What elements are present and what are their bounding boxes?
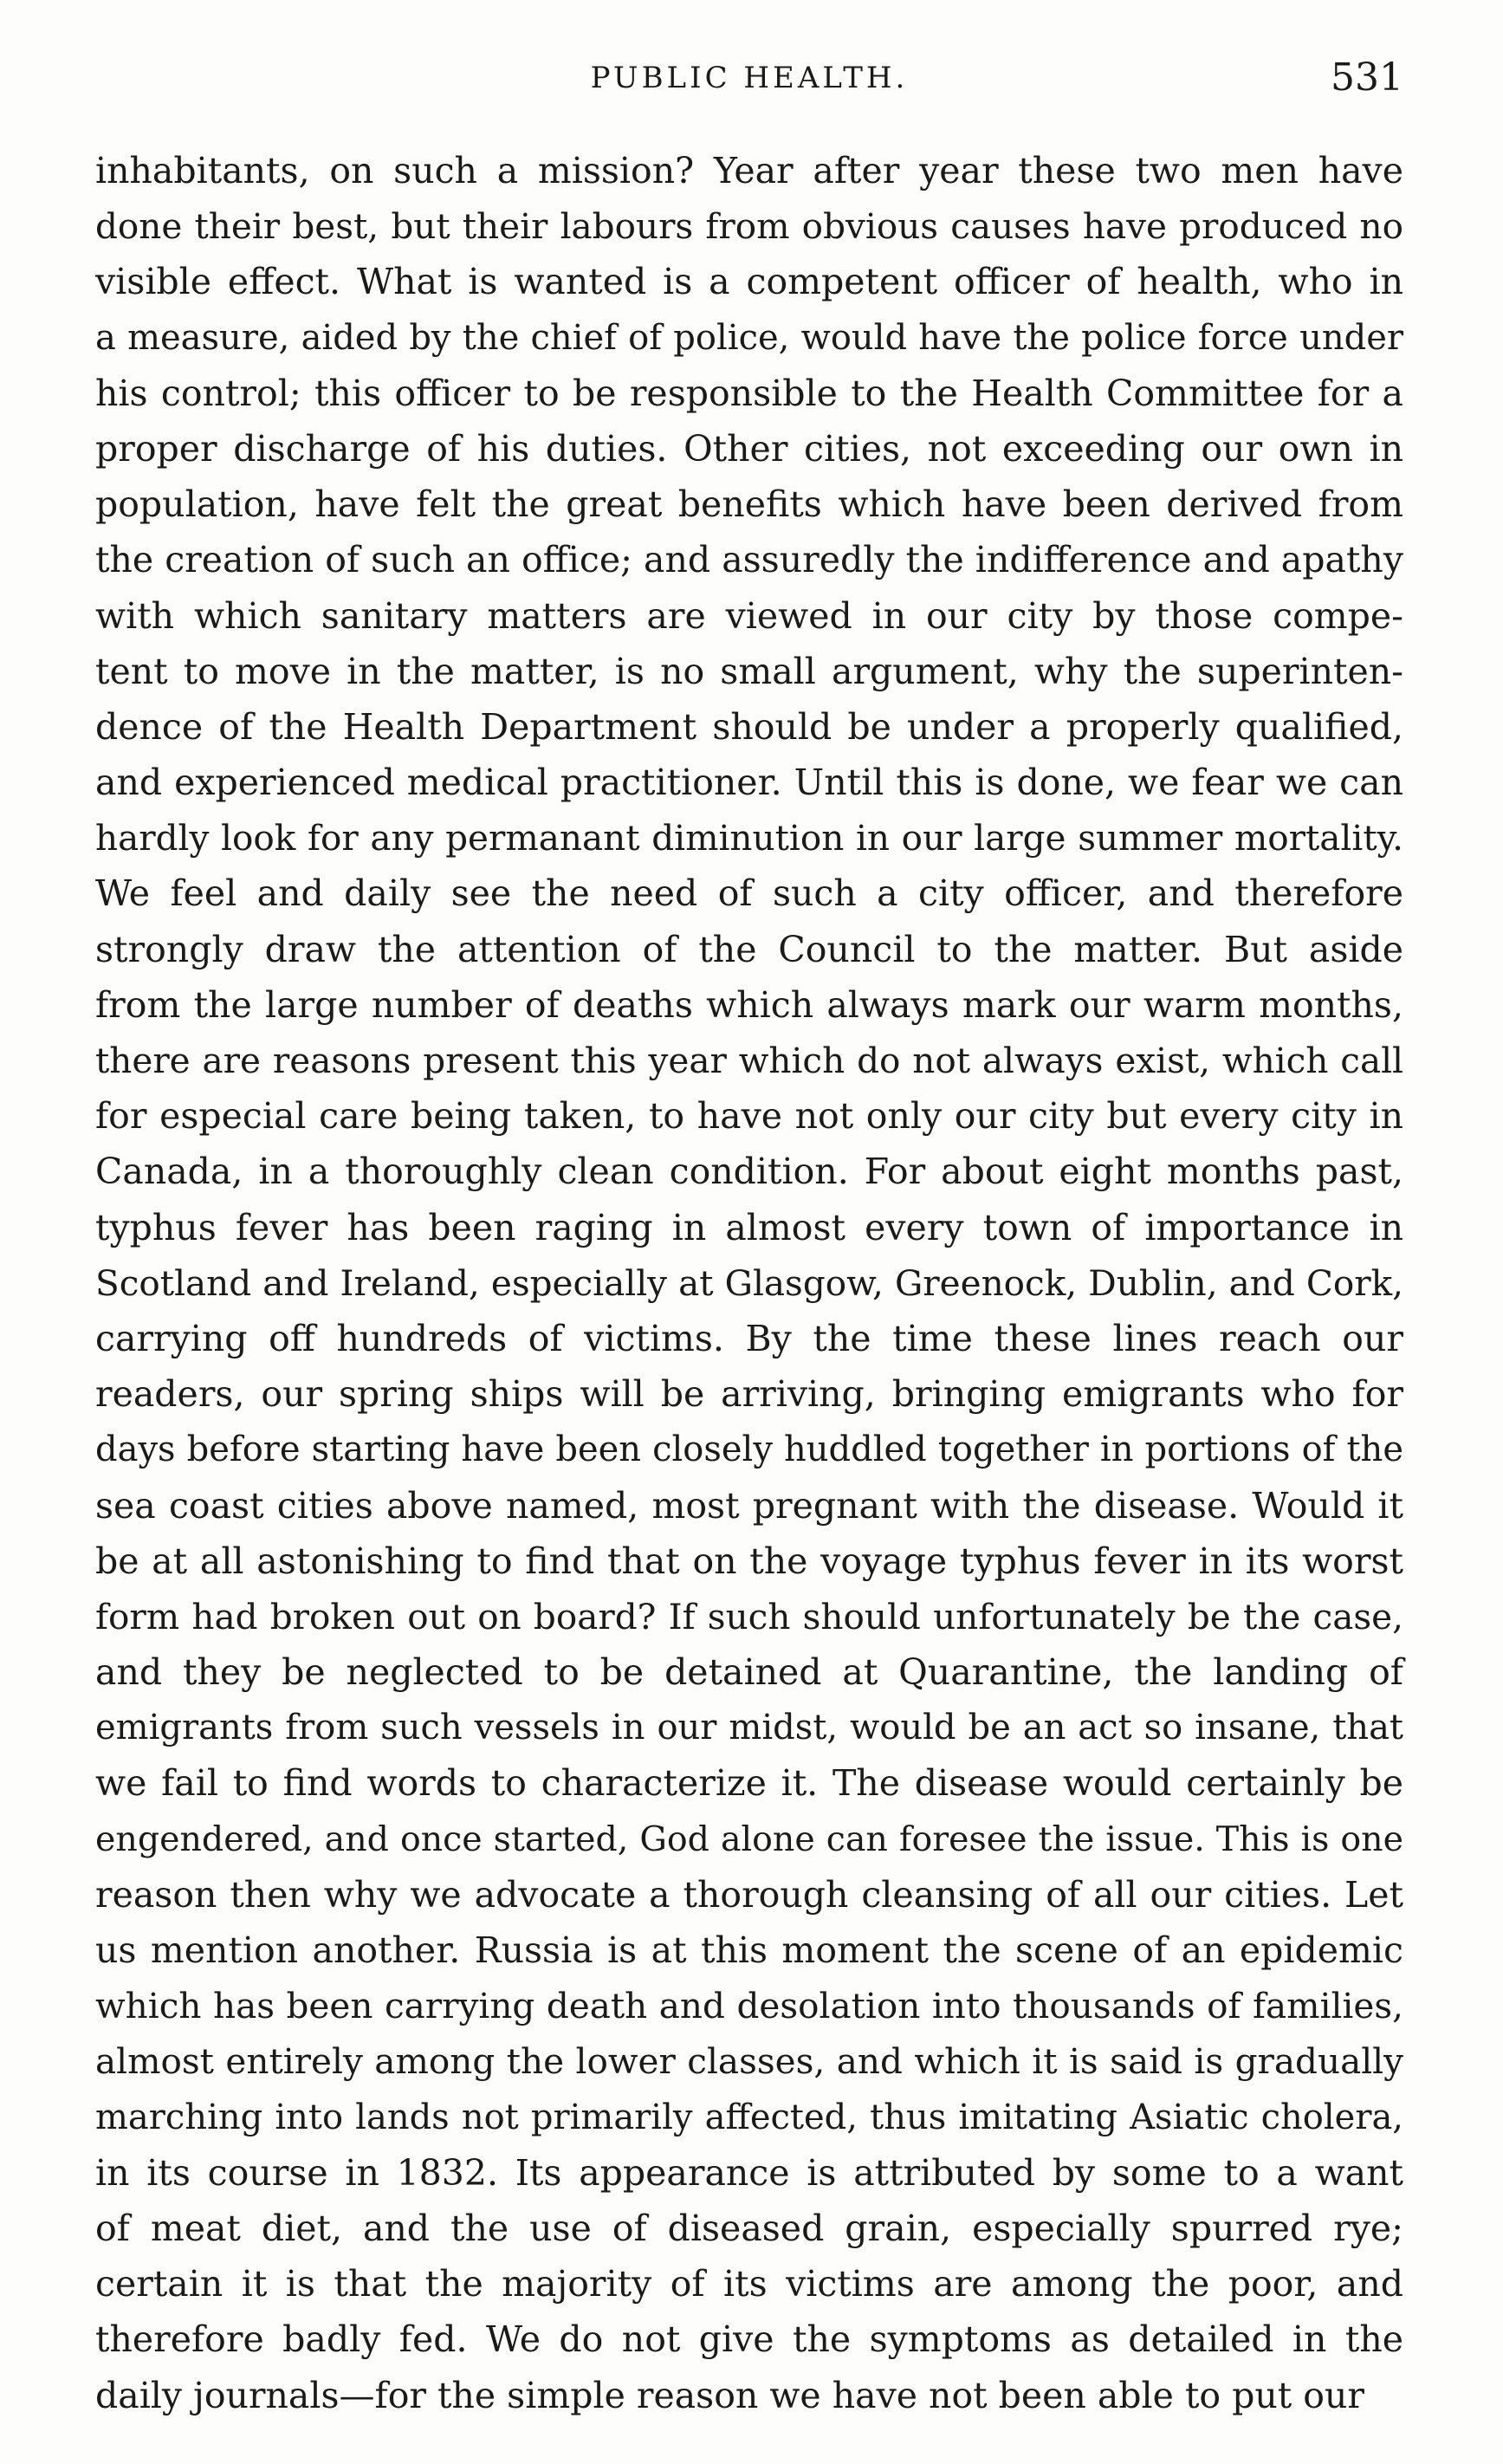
text-line: population, have felt the great benefits which have been derived from bbox=[95, 483, 1403, 526]
text-line: sea coast cities above named, most pregnant with the disease. Would it bbox=[95, 1484, 1403, 1527]
page-number: 531 bbox=[1331, 55, 1403, 100]
text-line: form had broken out on board? If such should unfortunately be the case, bbox=[95, 1595, 1403, 1637]
text-line: hardly look for any permanant diminution in our large summer mortality. bbox=[95, 817, 1403, 859]
text-line: readers, our spring ships will be arriving, bringing emigrants who for bbox=[95, 1373, 1403, 1416]
text-line: with which sanitary matters are viewed in our city by those compe- bbox=[95, 594, 1403, 637]
text-line: Scotland and Ireland, especially at Glasgow, Greenock, Dublin, and Cork, bbox=[95, 1261, 1403, 1304]
text-line: visible effect. What is wanted is a competent officer of health, who in bbox=[95, 261, 1403, 303]
text-line: the creation of such an office; and assuredly the indifference and apathy bbox=[95, 539, 1403, 581]
text-line: daily journals—for the simple reason we have not been able to put our bbox=[95, 2374, 1364, 2416]
text-line: done their best, but their labours from obvious causes have produced no bbox=[95, 205, 1403, 248]
text-line: proper discharge of his duties. Other cities, not exceeding our own in bbox=[95, 427, 1403, 470]
text-line: typhus fever has been raging in almost every town of importance in bbox=[95, 1206, 1403, 1248]
text-line: tent to move in the matter, is no small argument, why the superinten- bbox=[95, 650, 1403, 692]
page-header bbox=[95, 55, 1403, 113]
text-line: from the large number of deaths which always mark our warm months, bbox=[95, 983, 1403, 1026]
text-line: marching into lands not primarily affected, thus imitating Asiatic cholera, bbox=[95, 2097, 1403, 2137]
text-line: therefore badly fed. We do not give the symptoms as detailed in the bbox=[95, 2318, 1403, 2361]
text-line: his control; this officer to be responsible to the Health Committee for a bbox=[95, 372, 1403, 414]
text-line: and they be neglected to be detained at Quarantine, the landing of bbox=[95, 1651, 1403, 1694]
text-line: and experienced medical practitioner. Until this is done, we fear we can bbox=[95, 762, 1403, 804]
text-line: be at all astonishing to find that on the voyage typhus fever in its worst bbox=[95, 1540, 1403, 1582]
text-line: emigrants from such vessels in our midst, would be an act so insane, that bbox=[95, 1708, 1403, 1748]
text-line: engendered, and once started, God alone can foresee the issue. This is one bbox=[95, 1819, 1403, 1859]
text-line: certain it is that the majority of its victims are among the poor, and bbox=[95, 2263, 1403, 2305]
text-line: strongly draw the attention of the Council to the matter. But aside bbox=[95, 928, 1403, 970]
running-head: PUBLIC HEALTH. bbox=[590, 61, 909, 95]
text-line: in its course in 1832. Its appearance is attributed by some to a want bbox=[95, 2151, 1403, 2194]
text-line: inhabitants, on such a mission? Year after year these two men have bbox=[95, 150, 1403, 191]
text-line: a measure, aided by the chief of police, would have the police force under bbox=[95, 317, 1403, 358]
text-line: almost entirely among the lower classes, and which it is said is gradually bbox=[95, 2040, 1403, 2083]
text-line: us mention another. Russia is at this moment the scene of an epidemic bbox=[95, 1929, 1403, 1971]
text-line: days before starting have been closely huddled together in portions of the bbox=[95, 1430, 1403, 1470]
text-line: for especial care being taken, to have not only our city but every city in bbox=[95, 1095, 1403, 1138]
text-line: carrying off hundreds of victims. By the time these lines reach our bbox=[95, 1317, 1403, 1359]
text-line: Canada, in a thoroughly clean condition. For about eight months past, bbox=[95, 1151, 1403, 1193]
text-line: dence of the Health Department should be under a properly qualified, bbox=[95, 705, 1403, 748]
text-line: which has been carrying death and desolation into thousands of families, bbox=[95, 1985, 1403, 2027]
body-text bbox=[95, 143, 1403, 2423]
text-line: We feel and daily see the need of such a city officer, and therefore bbox=[95, 872, 1403, 915]
text-line: we fail to find words to characterize it. The disease would certainly be bbox=[95, 1762, 1403, 1805]
text-line: of meat diet, and the use of diseased grain, especially spurred rye; bbox=[95, 2207, 1403, 2249]
text-line: reason then why we advocate a thorough cleansing of all our cities. Let bbox=[95, 1873, 1403, 1916]
text-line: there are reasons present this year which do not always exist, which call bbox=[95, 1040, 1403, 1081]
